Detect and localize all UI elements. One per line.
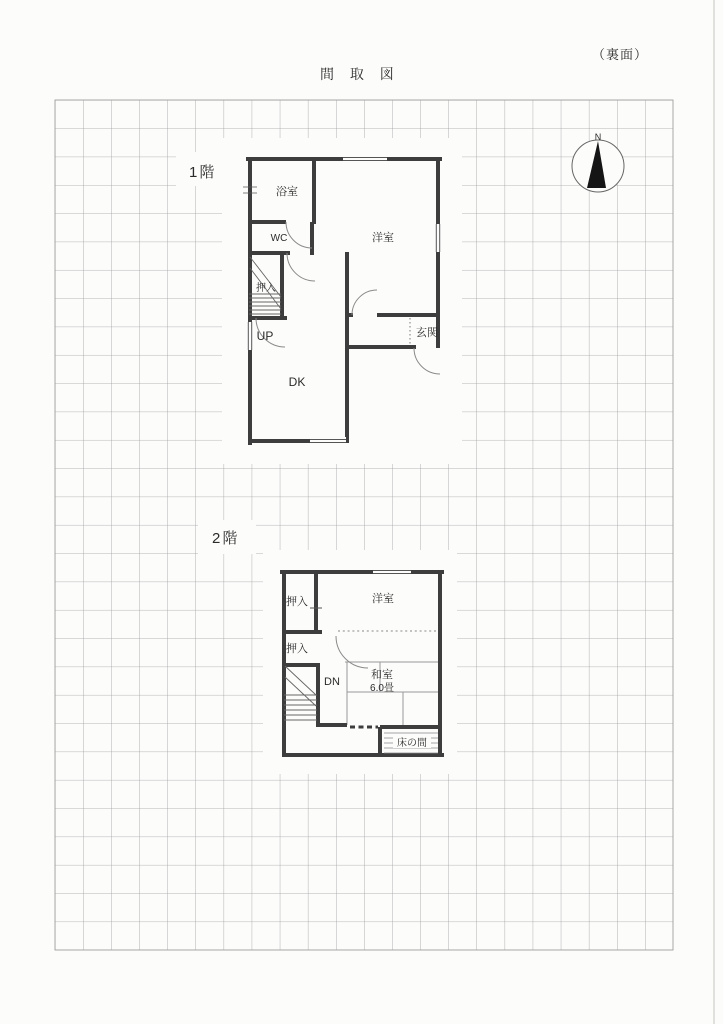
room-label-japanese-room: 和室 <box>371 669 393 681</box>
floor1-label: 1階 <box>189 164 217 181</box>
room-label-entrance: 玄関 <box>416 327 438 339</box>
floor2-windows <box>373 568 411 576</box>
room-label-bath: 浴室 <box>276 186 298 198</box>
compass-north-label: N <box>594 132 602 142</box>
room-label-closet-2f-lower: 押入 <box>286 643 308 655</box>
room-label-dk: DK <box>288 375 306 389</box>
room-label-western-room-1f: 洋室 <box>372 232 394 244</box>
japanese-room-size-label: 6.0畳 <box>370 683 394 694</box>
stairs-up-label: UP <box>256 329 274 343</box>
page-title: 間 取 図 <box>320 66 400 82</box>
room-label-closet-1f: 押入 <box>256 283 276 294</box>
room-label-wc: WC <box>270 233 288 244</box>
room-label-closet-2f-upper: 押入 <box>286 596 308 608</box>
back-side-label: （裏面） <box>592 47 649 62</box>
stairs-down-label: DN <box>324 676 340 688</box>
room-label-western-room-2f: 洋室 <box>372 593 394 605</box>
room-label-tokonoma: 床の間 <box>397 738 427 749</box>
floor2-label: 2階 <box>212 530 240 547</box>
